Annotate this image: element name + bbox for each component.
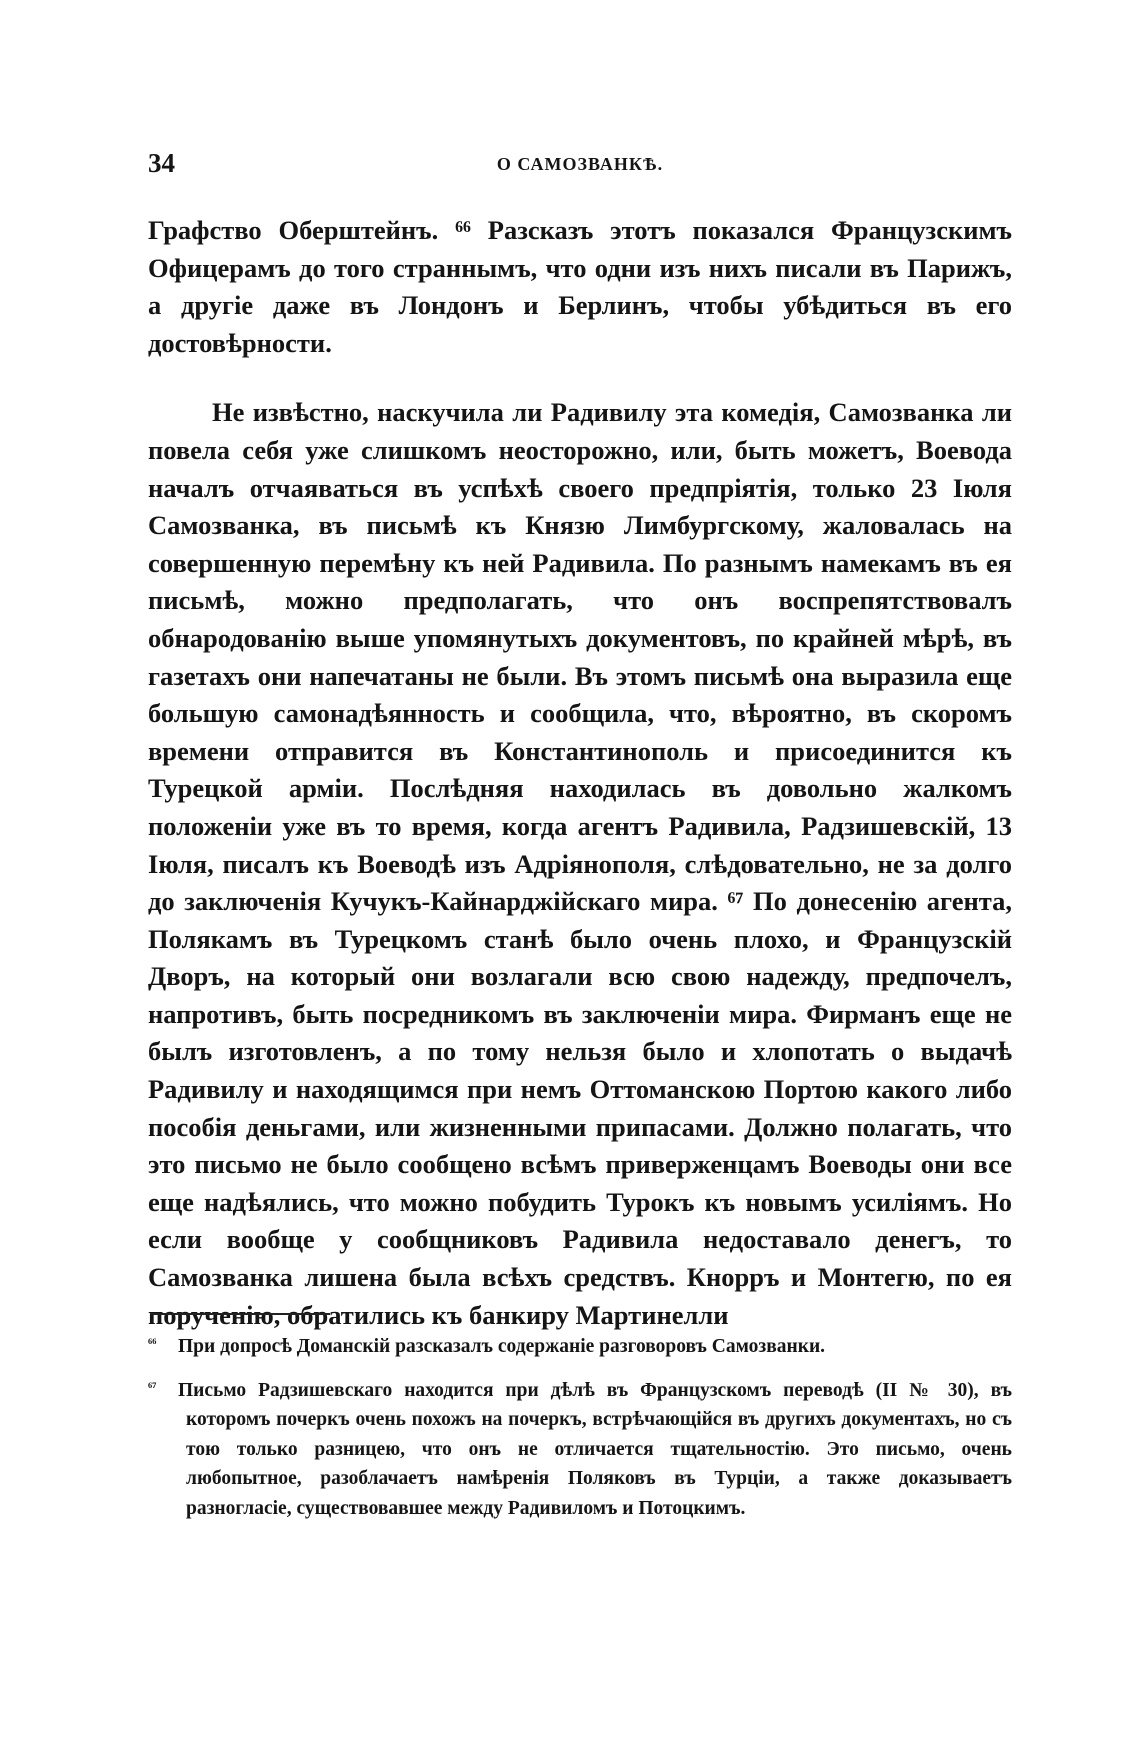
footnote-66 [148, 1330, 1012, 1362]
page-number: 34 [148, 148, 175, 178]
footnote-67 [148, 1374, 1012, 1524]
footnote-marker: ⁶⁶ [148, 1337, 157, 1352]
footnote-text: Письмо Радзишевскаго находится при дѣлѣ въ Французскомъ переводѣ (II № 30), въ которомъ почеркъ очень похожъ на почеркъ, встрѣчающійся въ другихъ документахъ, но съ тою только разницею, что онъ не отличается тщательностію. Это письмо, очень любопытное, разоблачаетъ намѣренія Поляковъ въ Турціи, а также доказываетъ разногласіе, существовавшее между Радивиломъ и Потоцкимъ. [178, 1379, 1012, 1519]
page-header [148, 148, 1012, 188]
footnotes [148, 1330, 1012, 1535]
paragraph: Не извѣстно, наскучила ли Радивилу эта комедія, Самозванка ли повела себя уже слишкомъ неосторожно, или, быть можетъ, Воевода началъ отчаяваться въ успѣхѣ своего предпріятія, только 23 Іюля Самозванка, въ письмѣ къ Князю Лимбургскому, жаловалась на совершенную перемѣну къ ней Радивила. По разнымъ намекамъ въ ея письмѣ, можно предполагать, что онъ воспрепятствовалъ обнародованію выше упомянутыхъ документовъ, по крайней мѣрѣ, въ газетахъ они напечатаны не были. Въ этомъ письмѣ она выразила еще большую самонадѣянность и сообщила, что, вѣроятно, въ скоромъ времени отправится въ Константинополь и присоединится къ Турецкой арміи. Послѣдняя находилась въ довольно жалкомъ положеніи уже въ то время, когда агентъ Радивила, Радзишевскій, 13 Іюля, писалъ къ Воеводѣ изъ Адріянополя, слѣдовательно, не за долго до заключенія Кучукъ-Кайнарджійскаго мира. ⁶⁷ По донесенію агента, Полякамъ въ Турецкомъ станѣ было очень плохо, и Французскій Дворъ, на который они возлагали всю свою надежду, предпочелъ, напротивъ, быть посредникомъ въ заключеніи мира. Фирманъ еще не былъ изготовленъ, а по тому нельзя было и хлопотать о выдачѣ Радивилу и находящимся при немъ Оттоманскою Портою какого либо пособія деньгами, или жизненными припасами. Должно полагать, что это письмо не было сообщено всѣмъ приверженцамъ Воеводы они все еще надѣялись, что можно побудить Турокъ къ новымъ усиліямъ. Но если вообще у сообщниковъ Радивила недоставало денегъ, то Самозванка лишена была всѣхъ средствъ. Кнорръ и Монтегю, по ея порученію, обратились къ банкиру Мартинелли [148, 397, 1012, 1330]
footnote-marker: ⁶⁷ [148, 1380, 157, 1396]
footnote-text: При допросѣ Доманскій разсказалъ содержаніе разговоровъ Самозванки. [178, 1336, 826, 1357]
footnote-divider [150, 1313, 330, 1315]
running-title: О САМОЗВАНКѢ. [496, 154, 664, 174]
paragraph-continued: Графство Оберштейнъ. ⁶⁶ Разсказъ этотъ показался Французскимъ Офицерамъ до того страннымъ, что одни изъ нихъ писали въ Парижъ, а другіе даже въ Лондонъ и Берлинъ, чтобы убѣдиться въ его достовѣрности. [148, 215, 1012, 358]
main-text [148, 212, 1012, 1334]
